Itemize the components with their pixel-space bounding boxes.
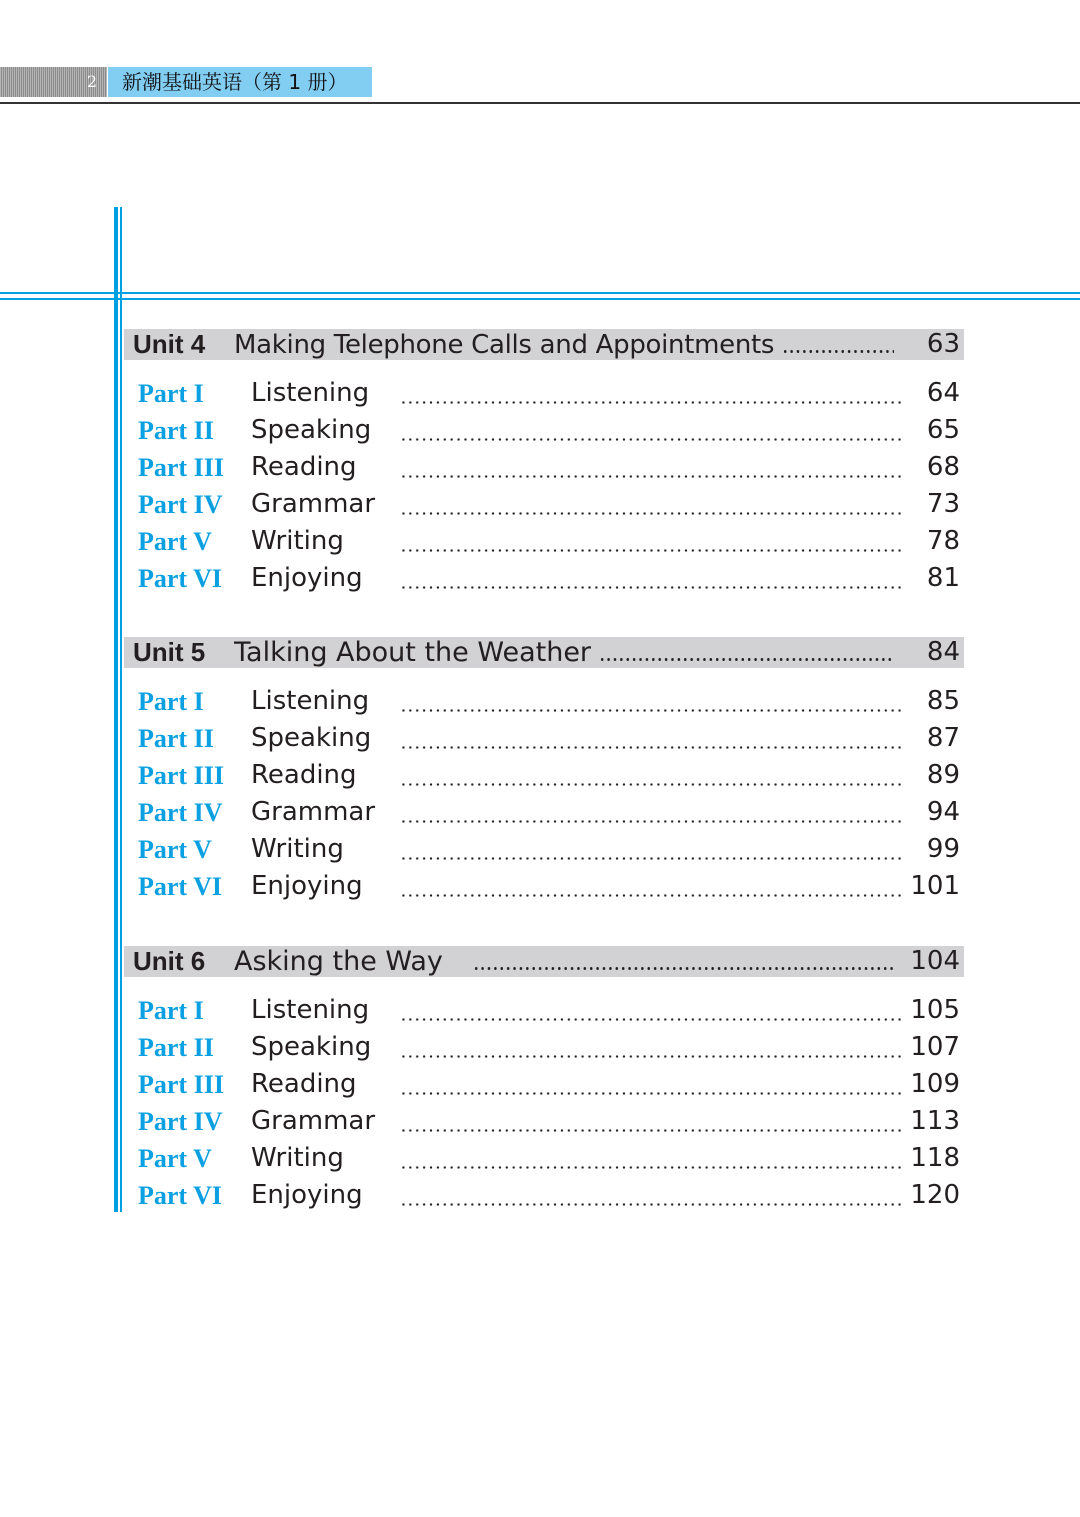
- unit-heading-6[interactable]: [124, 946, 964, 977]
- part-page-number: 107: [910, 1032, 960, 1062]
- part-label: Part II: [138, 416, 214, 445]
- unit-number: Unit 5: [133, 637, 206, 667]
- part-page-number: 81: [926, 563, 960, 593]
- dot-leader: [400, 857, 905, 860]
- toc-entry[interactable]: [124, 831, 964, 868]
- part-page-number: 118: [910, 1143, 960, 1173]
- part-name: Listening: [251, 995, 370, 1025]
- part-label: Part III: [138, 1070, 224, 1099]
- part-name: Reading: [251, 760, 357, 790]
- toc-entry[interactable]: [124, 683, 964, 720]
- unit-number: Unit 6: [133, 946, 206, 976]
- dot-leader: [400, 1055, 905, 1058]
- part-label: Part VI: [138, 1181, 223, 1210]
- part-label: Part V: [138, 835, 212, 864]
- part-page-number: 99: [926, 834, 960, 864]
- book-title: 新潮基础英语（第 1 册）: [108, 67, 372, 97]
- dot-leader: [400, 1166, 905, 1169]
- part-name: Grammar: [251, 797, 376, 827]
- part-page-number: 109: [910, 1069, 960, 1099]
- part-page-number: 113: [910, 1106, 960, 1136]
- part-name: Speaking: [251, 723, 372, 753]
- part-name: Enjoying: [251, 1180, 363, 1210]
- toc-entry[interactable]: [124, 1103, 964, 1140]
- part-label: Part I: [138, 379, 204, 408]
- part-page-number: 78: [926, 526, 960, 556]
- toc-entry[interactable]: [124, 1029, 964, 1066]
- dot-leader: [400, 783, 905, 786]
- part-page-number: 73: [926, 489, 960, 519]
- dot-leader: [400, 709, 905, 712]
- part-name: Enjoying: [251, 563, 363, 593]
- part-label: Part III: [138, 761, 224, 790]
- unit-heading-5[interactable]: [124, 637, 964, 668]
- toc-entry[interactable]: [124, 449, 964, 486]
- toc-entry[interactable]: [124, 720, 964, 757]
- toc-entry[interactable]: [124, 412, 964, 449]
- part-page-number: 94: [926, 797, 960, 827]
- unit-number: Unit 4: [133, 329, 206, 359]
- dot-leader: [400, 820, 905, 823]
- dot-leader: [400, 1129, 905, 1132]
- part-label: Part IV: [138, 1107, 223, 1136]
- part-label: Part IV: [138, 798, 223, 827]
- horizontal-accent-line: [0, 298, 1080, 300]
- unit-page-number: 63: [926, 329, 960, 359]
- unit-page-number: 104: [910, 946, 960, 976]
- part-name: Writing: [251, 1143, 344, 1173]
- unit-heading-4[interactable]: [124, 329, 964, 360]
- part-name: Reading: [251, 1069, 357, 1099]
- part-page-number: 101: [910, 871, 960, 901]
- toc-entry[interactable]: [124, 375, 964, 412]
- part-name: Writing: [251, 834, 344, 864]
- dot-leader: [400, 512, 905, 515]
- part-page-number: 65: [926, 415, 960, 445]
- toc-entry[interactable]: [124, 486, 964, 523]
- part-page-number: 85: [926, 686, 960, 716]
- dot-leader: [400, 401, 905, 404]
- part-name: Listening: [251, 686, 370, 716]
- unit-title: Making Telephone Calls and Appointments: [234, 329, 775, 360]
- part-label: Part V: [138, 1144, 212, 1173]
- dot-leader: [400, 586, 905, 589]
- part-name: Speaking: [251, 1032, 372, 1062]
- dot-leader: [400, 549, 905, 552]
- toc-entry[interactable]: [124, 1177, 964, 1214]
- part-name: Grammar: [251, 489, 376, 519]
- toc-entry[interactable]: [124, 1066, 964, 1103]
- part-label: Part IV: [138, 490, 223, 519]
- part-label: Part II: [138, 724, 214, 753]
- part-name: Listening: [251, 378, 370, 408]
- unit-title: Talking About the Weather: [234, 637, 592, 668]
- toc-entry[interactable]: [124, 1140, 964, 1177]
- dot-leader: [400, 1203, 905, 1206]
- unit-page-number: 84: [926, 637, 960, 667]
- part-page-number: 105: [910, 995, 960, 1025]
- dot-leader: [400, 438, 905, 441]
- toc-entry[interactable]: [124, 868, 964, 905]
- part-page-number: 89: [926, 760, 960, 790]
- part-name: Reading: [251, 452, 357, 482]
- part-label: Part I: [138, 687, 204, 716]
- part-name: Grammar: [251, 1106, 376, 1136]
- vertical-accent-line: [114, 207, 118, 1212]
- header-rule: [0, 102, 1080, 104]
- part-label: Part V: [138, 527, 212, 556]
- toc-entry[interactable]: [124, 992, 964, 1029]
- part-page-number: 64: [926, 378, 960, 408]
- part-label: Part II: [138, 1033, 214, 1062]
- dot-leader: [400, 894, 905, 897]
- part-page-number: 68: [926, 452, 960, 482]
- dot-leader: [400, 475, 905, 478]
- part-page-number: 120: [910, 1180, 960, 1210]
- part-label: Part III: [138, 453, 224, 482]
- toc-entry[interactable]: [124, 523, 964, 560]
- dot-leader: [782, 350, 894, 353]
- horizontal-accent-line: [0, 292, 1080, 294]
- part-label: Part VI: [138, 564, 223, 593]
- part-name: Enjoying: [251, 871, 363, 901]
- toc-entry[interactable]: [124, 794, 964, 831]
- dot-leader: [400, 746, 905, 749]
- toc-entry[interactable]: [124, 560, 964, 597]
- part-name: Writing: [251, 526, 344, 556]
- unit-title: Asking the Way: [234, 946, 443, 977]
- part-name: Speaking: [251, 415, 372, 445]
- part-label: Part I: [138, 996, 204, 1025]
- dot-leader: [400, 1018, 905, 1021]
- toc-entry[interactable]: [124, 757, 964, 794]
- page-number: 2: [86, 72, 98, 91]
- part-page-number: 87: [926, 723, 960, 753]
- dot-leader: [473, 967, 894, 970]
- dot-leader: [599, 658, 894, 661]
- vertical-accent-line: [120, 207, 122, 1212]
- dot-leader: [400, 1092, 905, 1095]
- part-label: Part VI: [138, 872, 223, 901]
